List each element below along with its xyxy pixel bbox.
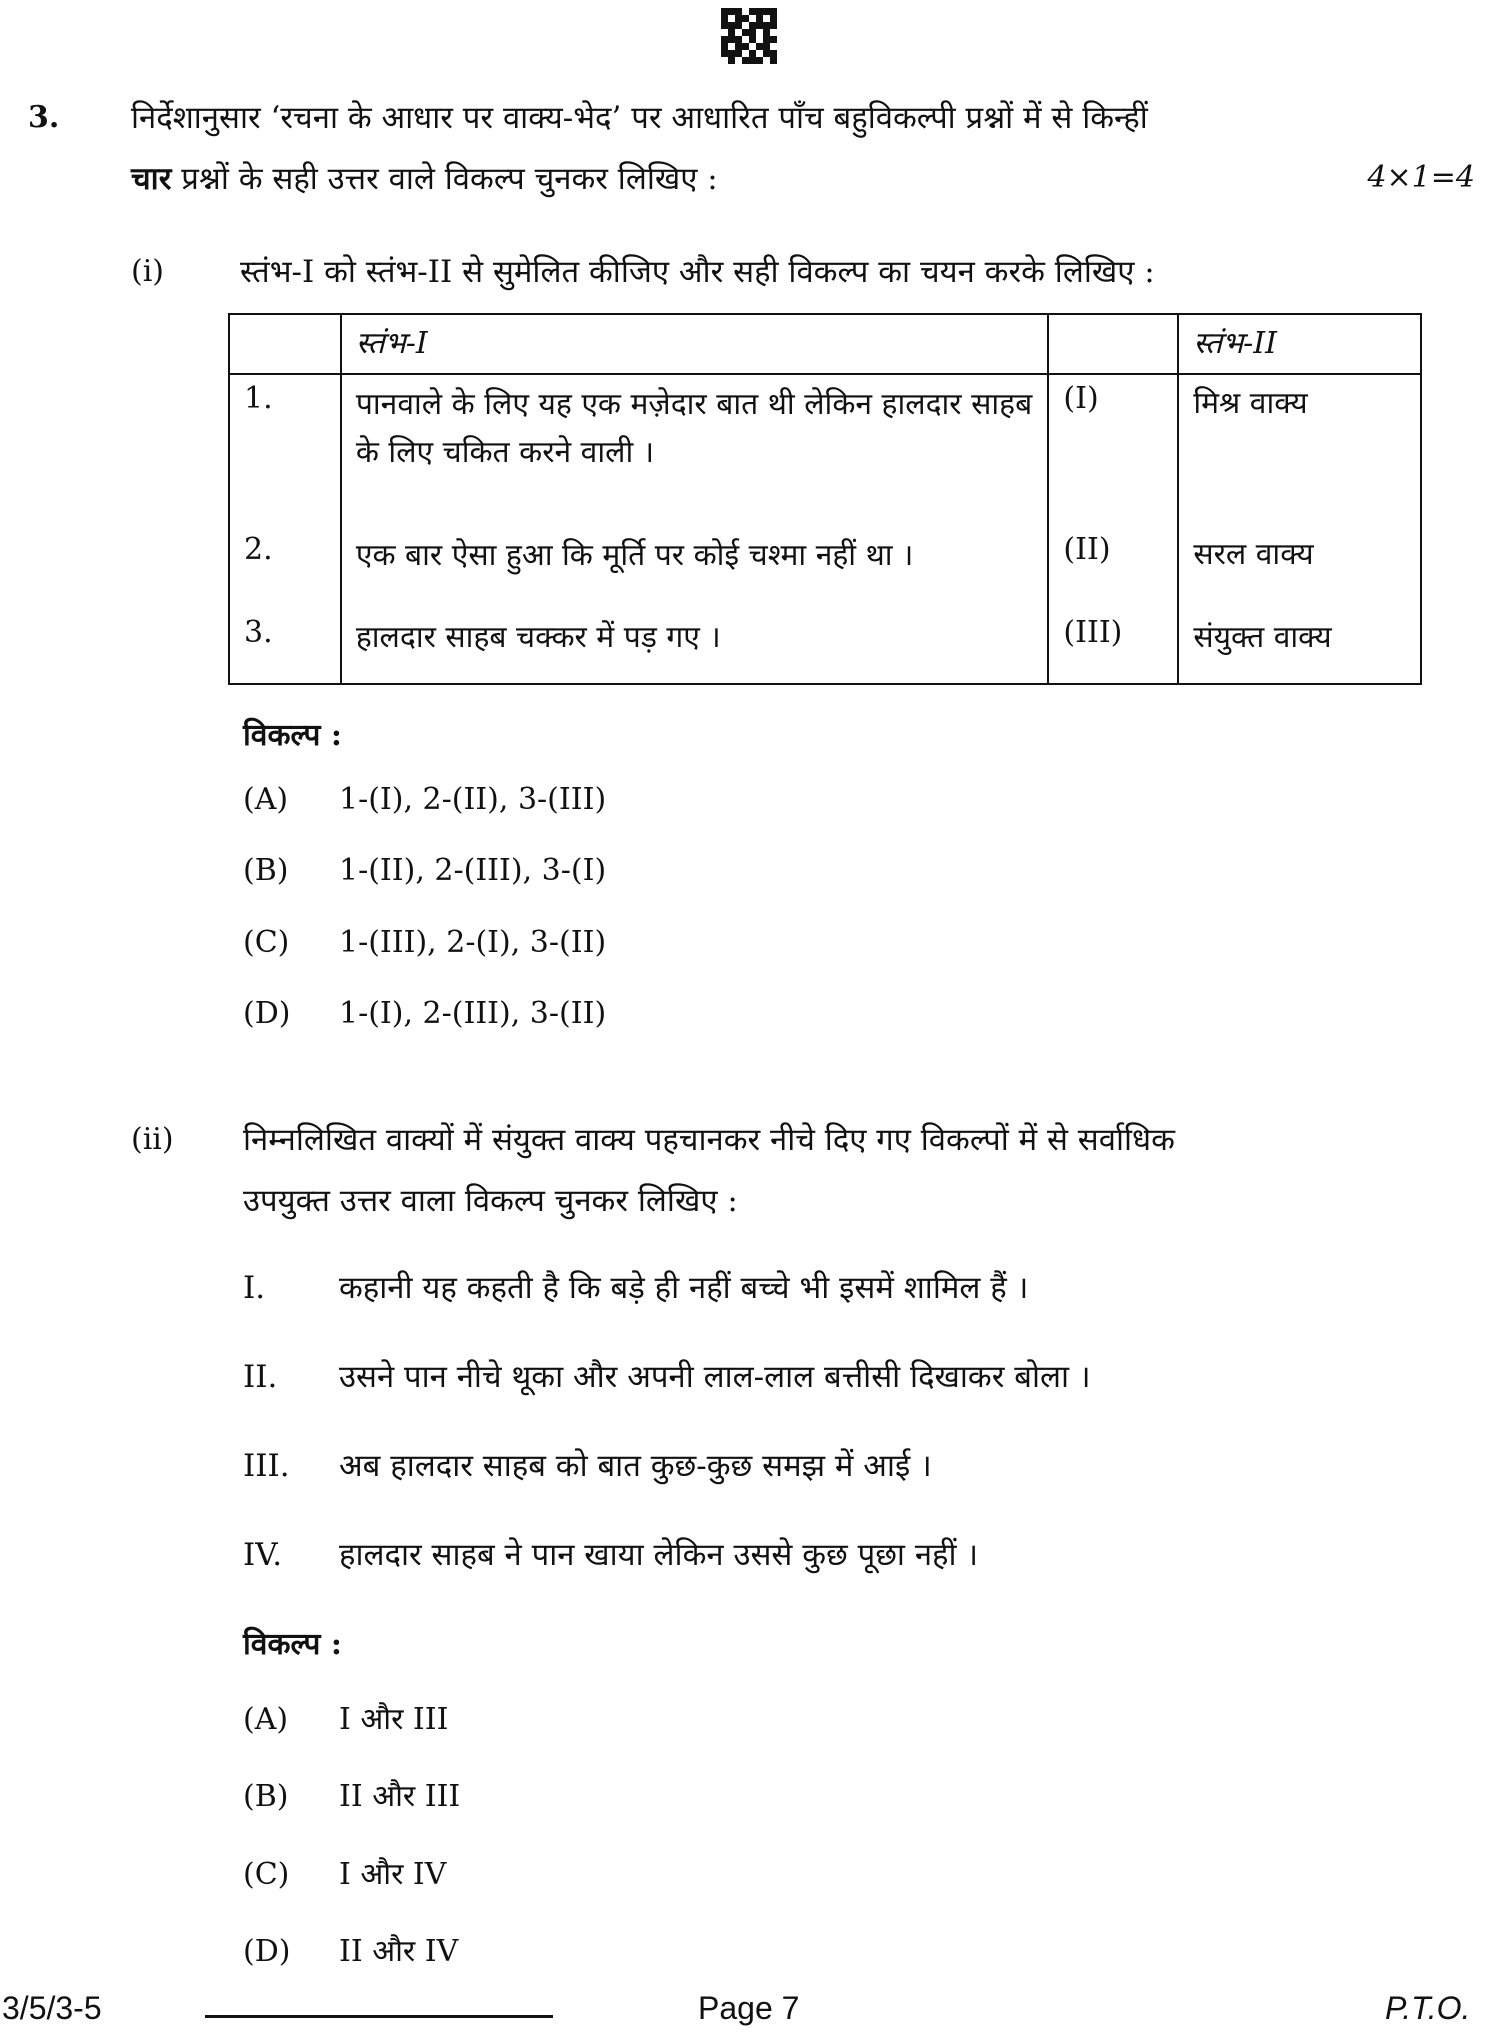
row-number: 3. (229, 609, 341, 684)
option-text: I और IV (339, 1857, 447, 1892)
part1-option-b[interactable] (243, 853, 606, 888)
part2-instruction-line1: निम्नलिखित वाक्यों में संयुक्त वाक्य पहचानकर नीचे दिए गए विकल्पों में से सर्वाधिक (243, 1122, 1175, 1158)
table-row (229, 526, 1421, 609)
statement-item (243, 1533, 978, 1575)
statement-item (243, 1355, 1091, 1397)
statement-label: IV. (243, 1537, 283, 1573)
part1-options-heading: विकल्प : (243, 718, 342, 753)
row-type: संयुक्त वाक्य (1178, 609, 1421, 684)
statement-item (243, 1444, 932, 1486)
part1-option-c[interactable] (243, 925, 606, 960)
question-number: 3. (28, 100, 60, 135)
part2-option-c[interactable] (243, 1852, 446, 1893)
option-label: (D) (243, 1934, 291, 1969)
option-label: (A) (243, 782, 289, 817)
question-intro-line1: निर्देशानुसार ‘रचना के आधार पर वाक्य-भेद’ पर आधारित पाँच बहुविकल्पी प्रश्नों में से किन्हीं (131, 100, 1148, 136)
part1-instruction: स्तंभ-I को स्तंभ-II से सुमेलित कीजिए और सही विकल्प का चयन करके लिखिए : (240, 254, 1155, 290)
column2-header: स्तंभ-II (1178, 314, 1421, 374)
option-text: 1-(I), 2-(III), 3-(II) (339, 996, 607, 1031)
option-text: 1-(II), 2-(III), 3-(I) (339, 853, 607, 888)
option-label: (A) (243, 1702, 289, 1737)
match-table (228, 313, 1422, 685)
statement-text: हालदार साहब ने पान खाया लेकिन उससे कुछ पूछा नहीं । (339, 1537, 979, 1573)
row-roman: (I) (1048, 374, 1178, 526)
qr-code (721, 8, 777, 64)
row-roman: (II) (1048, 526, 1178, 609)
statement-text: अब हालदार साहब को बात कुछ-कुछ समझ में आई । (339, 1448, 932, 1484)
row-sentence: पानवाले के लिए यह एक मज़ेदार बात थी लेकिन हालदार साहब के लिए चकित करने वाली । (341, 374, 1049, 526)
option-text: 1-(I), 2-(II), 3-(III) (339, 782, 607, 817)
part2-options-heading: विकल्प : (243, 1627, 342, 1662)
part2-option-d[interactable] (243, 1929, 458, 1970)
option-label: (C) (243, 925, 290, 960)
option-label: (D) (243, 996, 291, 1031)
footer-rule (205, 2015, 553, 2018)
option-text: II और IV (339, 1934, 459, 1969)
part2-option-b[interactable] (243, 1774, 460, 1815)
option-text: I और III (339, 1702, 449, 1737)
part2-option-a[interactable] (243, 1697, 448, 1738)
statement-label: II. (243, 1359, 278, 1395)
statement-label: III. (243, 1448, 290, 1484)
row-number: 1. (229, 374, 341, 526)
page-number: Page 7 (698, 1990, 800, 2026)
row-sentence: एक बार ऐसा हुआ कि मूर्ति पर कोई चश्मा नहीं था । (341, 526, 1049, 609)
table-header-row (229, 314, 1421, 374)
row-number: 2. (229, 526, 341, 609)
row-roman: (III) (1048, 609, 1178, 684)
statement-text: कहानी यह कहती है कि बड़े ही नहीं बच्चे भी इसमें शामिल हैं । (339, 1270, 1029, 1306)
option-label: (B) (243, 1779, 289, 1814)
row-sentence: हालदार साहब चक्कर में पड़ गए । (341, 609, 1049, 684)
intro-emphasis: चार (131, 161, 172, 197)
row-type: मिश्र वाक्य (1178, 374, 1421, 526)
question-marks: 4×1=4 (1367, 160, 1475, 195)
option-label: (B) (243, 853, 289, 888)
row-type: सरल वाक्य (1178, 526, 1421, 609)
paper-code: 3/5/3-5 (2, 1990, 102, 2026)
pto-label: P.T.O. (1385, 1990, 1471, 2026)
part1-number: (i) (131, 254, 165, 289)
table-row (229, 374, 1421, 526)
option-label: (C) (243, 1857, 290, 1892)
part1-option-a[interactable] (243, 782, 606, 817)
part1-option-d[interactable] (243, 996, 606, 1031)
column1-header: स्तंभ-I (341, 314, 1049, 374)
statement-item (243, 1266, 1028, 1308)
intro-rest: प्रश्नों के सही उत्तर वाले विकल्प चुनकर लिखिए : (181, 161, 718, 197)
statement-text: उसने पान नीचे थूका और अपनी लाल-लाल बत्तीसी दिखाकर बोला । (339, 1359, 1091, 1395)
question-intro-line2 (131, 149, 1311, 210)
part2-instruction-line2: उपयुक्त उत्तर वाला विकल्प चुनकर लिखिए : (243, 1183, 738, 1219)
table-row (229, 609, 1421, 684)
part2-number: (ii) (131, 1122, 174, 1157)
option-text: 1-(III), 2-(I), 3-(II) (339, 925, 607, 960)
option-text: II और III (339, 1779, 461, 1814)
statement-label: I. (243, 1270, 266, 1306)
